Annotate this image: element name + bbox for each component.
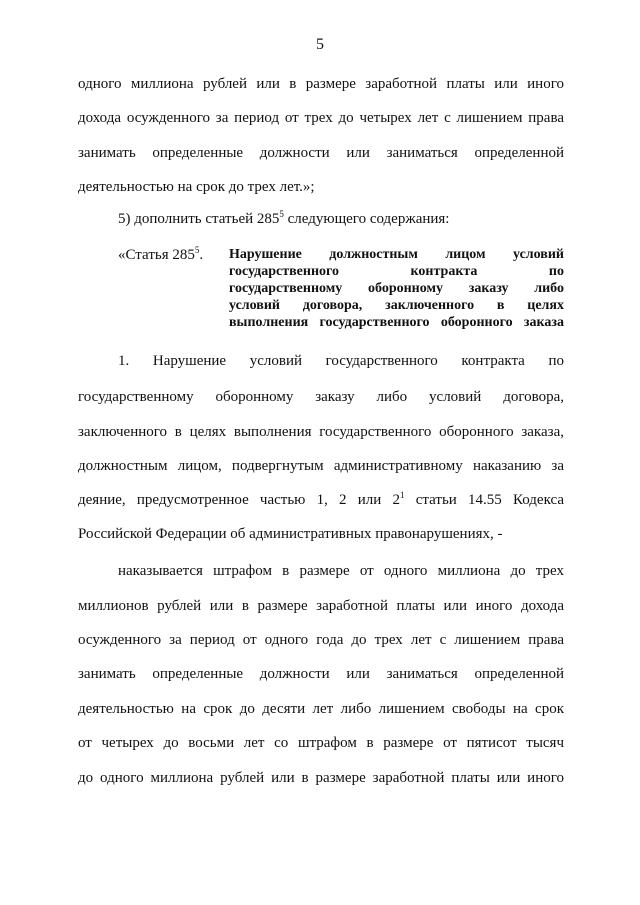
- paragraph-text: статьи 14.55 Кодекса: [404, 492, 565, 508]
- amendment-item-text: 5) дополнить статьей 285: [118, 211, 280, 227]
- paragraph-line: заключенного в целях выполнения государственного оборонного заказа,: [78, 424, 564, 440]
- paragraph-line: Российской Федерации об административных правонарушениях, -: [78, 526, 503, 542]
- page-number: 5: [316, 36, 324, 53]
- paragraph-line: осужденного за период от одного года до трех лет с лишением права: [78, 632, 564, 648]
- article-title-line: государственного контракта по: [229, 264, 564, 279]
- paragraph-line: до одного миллиона рублей или в размере заработной платы или иного: [78, 770, 564, 786]
- article-title-line: Нарушение должностным лицом условий: [229, 247, 564, 262]
- amendment-item-text: следующего содержания:: [283, 211, 450, 227]
- paragraph-line: деятельностью на срок до трех лет.»;: [78, 179, 315, 195]
- superscript: 5: [194, 245, 200, 255]
- paragraph-text: деяние, предусмотренное частью 1, 2 или 2: [78, 492, 401, 508]
- paragraph-line: государственному оборонному заказу либо условий договора,: [78, 389, 564, 405]
- paragraph-line: наказывается штрафом в размере от одного миллиона до трех: [118, 563, 564, 579]
- amendment-item: [118, 210, 564, 228]
- paragraph-line: занимать определенные должности или заниматься определенной: [78, 145, 564, 161]
- article-title-line: выполнения государственного оборонного заказа: [229, 315, 564, 330]
- paragraph-line: [78, 491, 564, 509]
- paragraph-line: деятельностью на срок до десяти лет либо лишением свободы на срок: [78, 701, 564, 717]
- superscript: 5: [279, 209, 284, 219]
- article-label: [118, 246, 203, 264]
- paragraph-line: миллионов рублей или в размере заработной платы или иного дохода: [78, 598, 564, 614]
- paragraph-line: одного миллиона рублей или в размере заработной платы или иного: [78, 76, 564, 92]
- paragraph-line: от четырех до восьми лет со штрафом в размере от пятисот тысяч: [78, 735, 564, 751]
- paragraph-line: 1. Нарушение условий государственного контракта по: [118, 353, 564, 369]
- paragraph-line: должностным лицом, подвергнутым административному наказанию за: [78, 458, 564, 474]
- article-title-line: условий договора, заключенного в целях: [229, 298, 564, 313]
- paragraph-line: занимать определенные должности или заниматься определенной: [78, 666, 564, 682]
- article-label-text: .: [199, 247, 204, 263]
- superscript: 1: [400, 490, 405, 500]
- article-label-text: «Статья 285: [118, 247, 195, 263]
- article-title-line: государственному оборонному заказу либо: [229, 281, 564, 296]
- paragraph-line: дохода осужденного за период от трех до четырех лет с лишением права: [78, 110, 564, 126]
